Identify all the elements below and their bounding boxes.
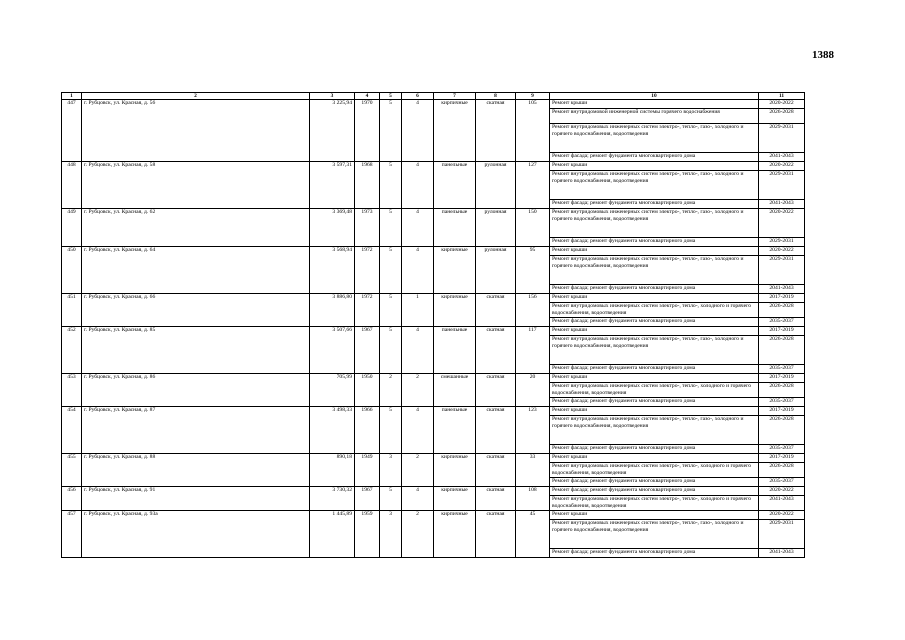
record-floors: 5 (380, 209, 402, 247)
record-number: 456 (62, 487, 82, 511)
record-address: г. Рубцовск, ул. Красная, д. 62 (82, 209, 310, 247)
record-floors: 5 (380, 487, 402, 511)
work-type: Ремонт фасада; ремонт фундамента многоквартирного дома (550, 153, 759, 162)
work-type: Ремонт фасада; ремонт фундамента многоквартирного дома (550, 398, 759, 407)
record-number: 451 (62, 294, 82, 327)
work-type: Ремонт фасада; ремонт фундамента многоквартирного дома (550, 200, 759, 209)
work-period: 2029-2031 (759, 238, 805, 247)
record-residents: 150 (516, 209, 550, 247)
record-residents: 123 (516, 407, 550, 454)
capital-repair-table (61, 92, 805, 558)
record-roof-type: скатная (476, 374, 516, 407)
work-type: Ремонт фасада; ремонт фундамента многоквартирного дома (550, 365, 759, 374)
record-entrances: 4 (402, 100, 434, 162)
record-residents: 117 (516, 327, 550, 374)
work-period: 2026-2028 (759, 416, 805, 445)
record-residents: 95 (516, 247, 550, 294)
record-year: 1967 (355, 487, 380, 511)
record-roof-type: скатная (476, 454, 516, 487)
record-area: 890,18 (310, 454, 355, 487)
table-row (62, 487, 805, 496)
record-residents: 45 (516, 511, 550, 558)
work-period: 2020-2022 (759, 511, 805, 520)
work-period: 2026-2028 (759, 383, 805, 398)
record-address: г. Рубцовск, ул. Красная, д. 87 (82, 407, 310, 454)
record-area: 3 507,66 (310, 327, 355, 374)
work-period: 2035-2037 (759, 398, 805, 407)
record-number: 454 (62, 407, 82, 454)
work-period: 2041-2043 (759, 153, 805, 162)
work-period: 2035-2037 (759, 318, 805, 327)
work-type: Ремонт крыши (550, 407, 759, 416)
table-row (62, 511, 805, 520)
work-type: Ремонт внутридомовых инженерных систем электро-, тепло-, холодного и горячего водоснабжения, водоотведения (550, 383, 759, 398)
record-roof-type: скатная (476, 327, 516, 374)
record-wall-material: кирпичные (434, 487, 476, 511)
record-entrances: 2 (402, 374, 434, 407)
record-number: 455 (62, 454, 82, 487)
record-number: 453 (62, 374, 82, 407)
work-period: 2020-2022 (759, 209, 805, 238)
work-type: Ремонт фасада; ремонт фундамента многоквартирного дома (550, 549, 759, 558)
table-row (62, 294, 805, 303)
record-area: 3 886,80 (310, 294, 355, 327)
record-year: 1959 (355, 511, 380, 558)
work-type: Ремонт внутридомовых инженерных систем электро-, тепло-, газо-, холодного и горячего водоснабжения, водоотведения (550, 209, 759, 238)
record-floors: 5 (380, 247, 402, 294)
record-area: 3 730,32 (310, 487, 355, 511)
record-floors: 3 (380, 454, 402, 487)
record-floors: 2 (380, 374, 402, 407)
record-floors: 5 (380, 100, 402, 162)
work-type: Ремонт фасада; ремонт фундамента многоквартирного дома (550, 445, 759, 454)
record-year: 1970 (355, 100, 380, 162)
record-number: 447 (62, 100, 82, 162)
column-header: 2 (82, 93, 310, 100)
work-period: 2017-2019 (759, 294, 805, 303)
work-type: Ремонт фасада; ремонт фундамента многоквартирного дома (550, 487, 759, 496)
work-period: 2041-2043 (759, 200, 805, 209)
column-number-row (62, 93, 805, 100)
record-floors: 5 (380, 407, 402, 454)
record-roof-type: рулонная (476, 247, 516, 294)
record-entrances: 4 (402, 487, 434, 511)
record-entrances: 4 (402, 327, 434, 374)
work-type: Ремонт крыши (550, 511, 759, 520)
record-wall-material: панельные (434, 327, 476, 374)
work-period: 2026-2028 (759, 109, 805, 124)
work-period: 2029-2031 (759, 256, 805, 285)
record-address: г. Рубцовск, ул. Красная, д. 64 (82, 247, 310, 294)
work-type: Ремонт внутридомовых инженерных систем электро-, тепло-, газо-, холодного и горячего водоснабжения, водоотведения (550, 124, 759, 153)
work-period: 2017-2019 (759, 327, 805, 336)
column-header: 1 (62, 93, 82, 100)
work-period: 2029-2031 (759, 171, 805, 200)
record-address: г. Рубцовск, ул. Красная, д. 86 (82, 374, 310, 407)
record-wall-material: кирпичные (434, 100, 476, 162)
work-period: 2026-2028 (759, 463, 805, 478)
work-type: Ремонт внутридомовых инженерных систем электро-, тепло-, холодного и горячего водоснабжения, водоотведения (550, 496, 759, 511)
record-entrances: 2 (402, 454, 434, 487)
work-type: Ремонт крыши (550, 247, 759, 256)
record-area: 3 498,33 (310, 407, 355, 454)
column-header: 10 (550, 93, 759, 100)
record-residents: 20 (516, 374, 550, 407)
column-header: 7 (434, 93, 476, 100)
work-type: Ремонт внутридомовых инженерных систем электро-, тепло-, газо-, холодного и горячего водоснабжения, водоотведения (550, 520, 759, 549)
record-wall-material: кирпичные (434, 454, 476, 487)
work-period: 2020-2022 (759, 487, 805, 496)
column-header: 11 (759, 93, 805, 100)
work-type: Ремонт внутридомовых инженерных систем электро-, тепло-, газо-, холодного и горячего водоснабжения, водоотведения (550, 256, 759, 285)
record-area: 3 568,94 (310, 247, 355, 294)
record-floors: 5 (380, 327, 402, 374)
record-roof-type: скатная (476, 294, 516, 327)
work-period: 2017-2019 (759, 374, 805, 383)
column-header: 6 (402, 93, 434, 100)
work-type: Ремонт фасада; ремонт фундамента многоквартирного дома (550, 478, 759, 487)
record-area: 1 445,89 (310, 511, 355, 558)
record-address: г. Рубцовск, ул. Красная, д. 56 (82, 100, 310, 162)
work-period: 2041-2043 (759, 285, 805, 294)
table-row (62, 454, 805, 463)
work-period: 2035-2037 (759, 445, 805, 454)
record-address: г. Рубцовск, ул. Красная, д. 85 (82, 327, 310, 374)
work-type: Ремонт внутридомовых инженерных систем электро-, тепло-, газо-, холодного и горячего водоснабжения, водоотведения (550, 171, 759, 200)
record-address: г. Рубцовск, ул. Красная, д. 93а (82, 511, 310, 558)
record-year: 1967 (355, 327, 380, 374)
record-residents: 105 (516, 100, 550, 162)
record-address: г. Рубцовск, ул. Красная, д. 66 (82, 294, 310, 327)
table-row (62, 407, 805, 416)
record-year: 1973 (355, 209, 380, 247)
record-entrances: 1 (402, 294, 434, 327)
record-entrances: 4 (402, 407, 434, 454)
record-residents: 156 (516, 294, 550, 327)
work-period: 2017-2019 (759, 454, 805, 463)
record-entrances: 4 (402, 162, 434, 209)
record-entrances: 2 (402, 511, 434, 558)
work-type: Ремонт внутридомовых инженерных систем электро-, тепло-, холодного и горячего водоснабжения, водоотведения (550, 303, 759, 318)
record-address: г. Рубцовск, ул. Красная, д. 58 (82, 162, 310, 209)
work-type: Ремонт внутридомовой инженерной системы горячего водоснабжения (550, 109, 759, 124)
record-roof-type: скатная (476, 100, 516, 162)
record-wall-material: панельные (434, 407, 476, 454)
column-header: 5 (380, 93, 402, 100)
record-number: 457 (62, 511, 82, 558)
table-row (62, 162, 805, 171)
record-number: 452 (62, 327, 82, 374)
work-period: 2020-2022 (759, 247, 805, 256)
record-residents: 33 (516, 454, 550, 487)
record-wall-material: кирпичные (434, 247, 476, 294)
record-year: 1972 (355, 247, 380, 294)
record-wall-material: смешанные (434, 374, 476, 407)
column-header: 9 (516, 93, 550, 100)
record-number: 450 (62, 247, 82, 294)
record-area: 705,99 (310, 374, 355, 407)
work-period: 2035-2037 (759, 365, 805, 374)
table-row (62, 209, 805, 238)
record-year: 1950 (355, 374, 380, 407)
record-address: г. Рубцовск, ул. Красная, д. 91 (82, 487, 310, 511)
work-period: 2020-2022 (759, 162, 805, 171)
record-address: г. Рубцовск, ул. Красная, д. 88 (82, 454, 310, 487)
record-entrances: 4 (402, 247, 434, 294)
work-type: Ремонт внутридомовых инженерных систем электро-, тепло-, холодного и горячего водоснабжения, водоотведения (550, 463, 759, 478)
column-header: 4 (355, 93, 380, 100)
record-wall-material: панельные (434, 162, 476, 209)
record-wall-material: кирпичные (434, 294, 476, 327)
record-number: 449 (62, 209, 82, 247)
record-residents: 108 (516, 487, 550, 511)
record-roof-type: рулонная (476, 209, 516, 247)
work-period: 2017-2019 (759, 407, 805, 416)
work-type: Ремонт крыши (550, 327, 759, 336)
work-period: 2041-2043 (759, 549, 805, 558)
work-period: 2026-2028 (759, 336, 805, 365)
table-row (62, 100, 805, 109)
column-header: 8 (476, 93, 516, 100)
work-period: 2026-2028 (759, 303, 805, 318)
page-number: 1388 (812, 49, 834, 61)
record-entrances: 4 (402, 209, 434, 247)
record-residents: 127 (516, 162, 550, 209)
record-roof-type: скатная (476, 511, 516, 558)
record-year: 1972 (355, 294, 380, 327)
record-roof-type: скатная (476, 407, 516, 454)
work-type: Ремонт фасада; ремонт фундамента многоквартирного дома (550, 238, 759, 247)
work-type: Ремонт внутридомовых инженерных систем электро-, тепло-, газо-, холодного и горячего водоснабжения, водоотведения (550, 416, 759, 445)
work-period: 2041-2043 (759, 496, 805, 511)
work-period: 2029-2031 (759, 124, 805, 153)
work-type: Ремонт крыши (550, 294, 759, 303)
record-roof-type: скатная (476, 487, 516, 511)
record-floors: 5 (380, 294, 402, 327)
work-type: Ремонт крыши (550, 454, 759, 463)
work-period: 2029-2031 (759, 520, 805, 549)
record-floors: 3 (380, 511, 402, 558)
work-period: 2020-2022 (759, 100, 805, 109)
work-period: 2035-2037 (759, 478, 805, 487)
work-type: Ремонт фасада; ремонт фундамента многоквартирного дома (550, 318, 759, 327)
record-year: 1968 (355, 162, 380, 209)
work-type: Ремонт крыши (550, 374, 759, 383)
table-row (62, 247, 805, 256)
work-type: Ремонт крыши (550, 162, 759, 171)
record-wall-material: панельные (434, 209, 476, 247)
table-row (62, 374, 805, 383)
record-floors: 5 (380, 162, 402, 209)
table-row (62, 327, 805, 336)
record-wall-material: кирпичные (434, 511, 476, 558)
work-type: Ремонт крыши (550, 100, 759, 109)
record-area: 3 597,31 (310, 162, 355, 209)
record-year: 1949 (355, 454, 380, 487)
work-type: Ремонт фасада; ремонт фундамента многоквартирного дома (550, 285, 759, 294)
column-header: 3 (310, 93, 355, 100)
record-area: 3 225,94 (310, 100, 355, 162)
record-year: 1966 (355, 407, 380, 454)
work-type: Ремонт внутридомовых инженерных систем электро-, тепло-, газо-, холодного и горячего водоснабжения, водоотведения (550, 336, 759, 365)
record-number: 448 (62, 162, 82, 209)
record-roof-type: рулонная (476, 162, 516, 209)
record-area: 3 369,48 (310, 209, 355, 247)
